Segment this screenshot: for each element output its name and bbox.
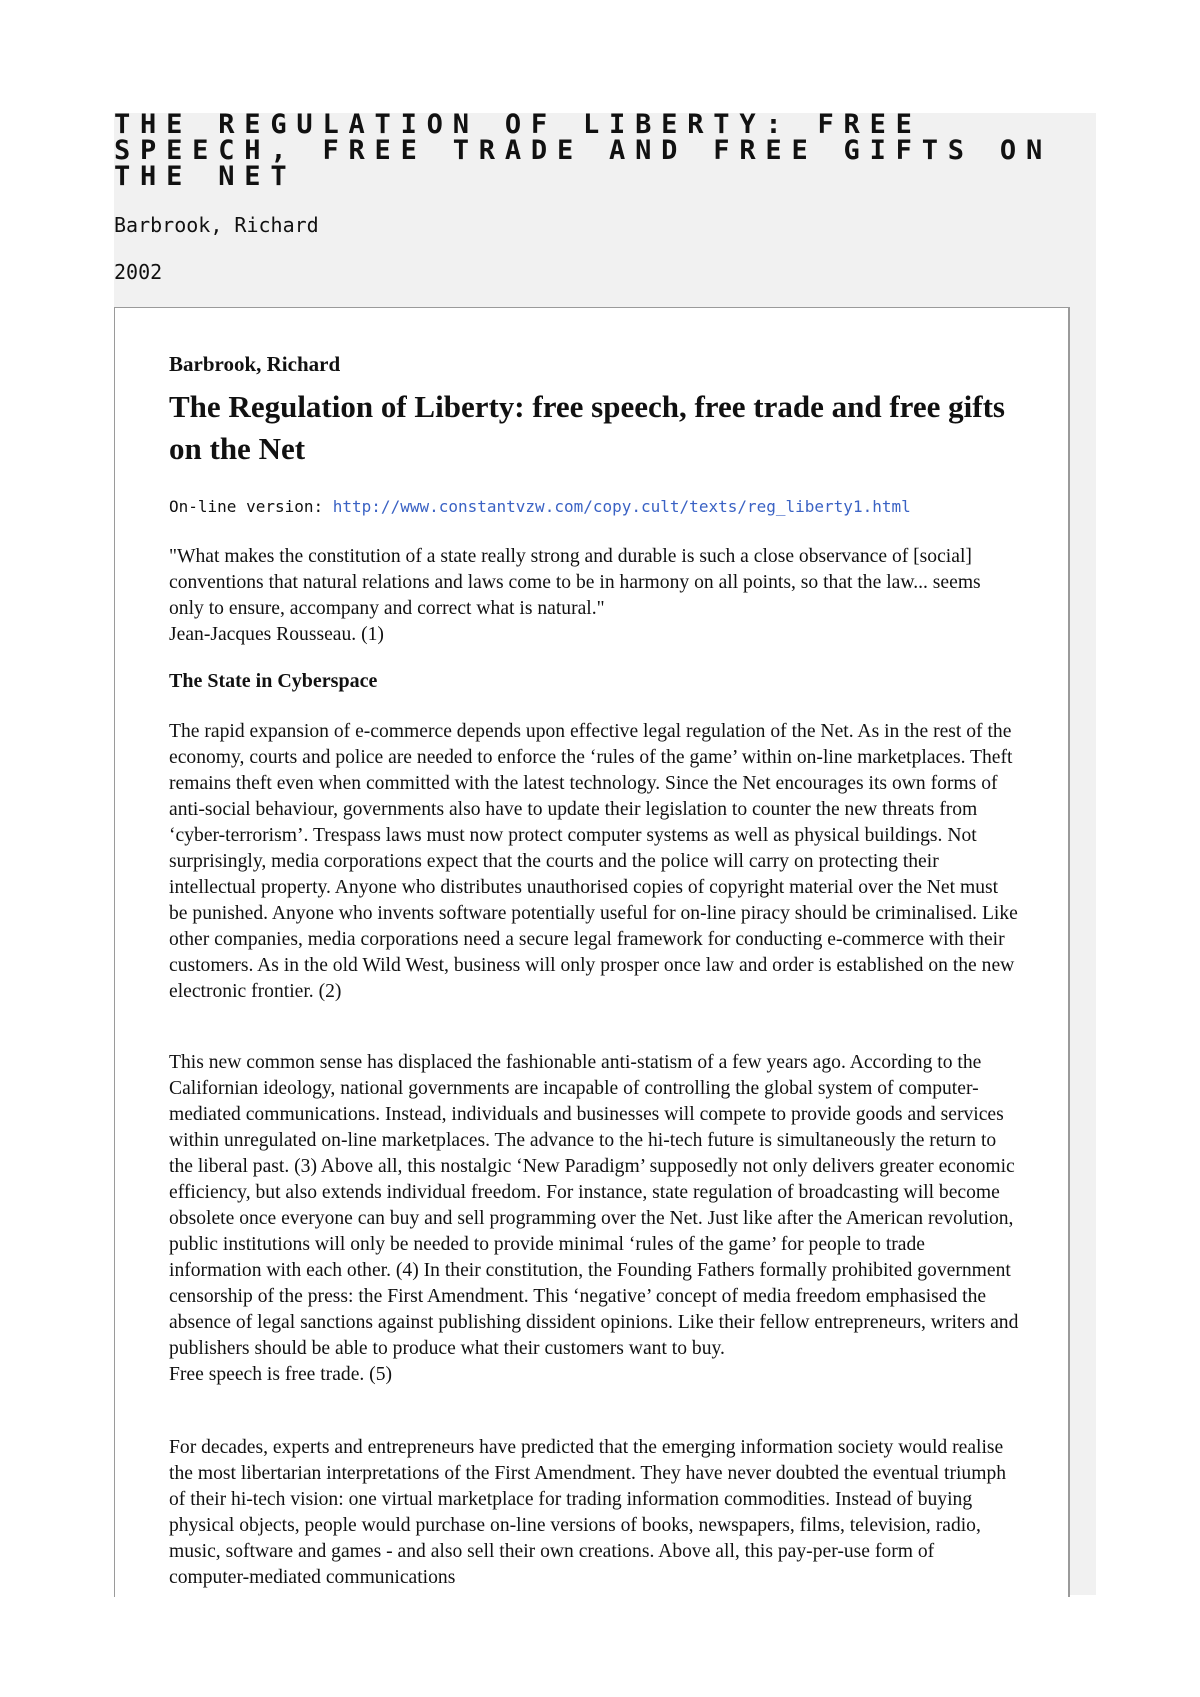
epigraph-text: "What makes the constitution of a state really strong and durable is such a close observance of [social] conventions that natural relations and laws come to be in harmony on all points, so that the law... seems only to ensure, accompany and correct what is natural."	[169, 546, 981, 619]
paragraph-1: The rapid expansion of e-commerce depends upon effective legal regulation of the Net. As in the rest of the economy, courts and police are needed to enforce the ‘rules of the game’ within on-line marketplaces. Theft remains theft even when committed with the latest technology. Since the Net encourages its own forms of anti-social behaviour, governments also have to update their legislation to counter the new threats from ‘cyber-terrorism’. Trespass laws must now protect computer systems as well as physical buildings. Not surprisingly, media corporations expect that the courts and the police will carry on protecting their intellectual property. Anyone who distributes unauthorised copies of copyright material over the Net must be punished. Anyone who invents software potentially useful for on-line piracy should be criminalised. Like other companies, media corporations need a secure legal framework for conducting e-commerce with their customers. As in the old Wild West, business will only prosper once law and order is established on the new electronic frontier. (2)	[169, 721, 1018, 1002]
article-title: The Regulation of Liberty: free speech, free trade and free gifts on the Net	[169, 389, 1005, 466]
article-frame	[114, 307, 1070, 1598]
epigraph-quote	[169, 544, 1019, 648]
epigraph-attribution: Jean-Jacques Rousseau. (1)	[169, 624, 384, 645]
online-version-label: On-line version:	[169, 497, 333, 516]
document-title: THE REGULATION OF LIBERTY: FREE SPEECH, FREE TRADE AND FREE GIFTS ON THE NET	[114, 109, 1052, 192]
article-author: Barbrook, Richard	[169, 352, 341, 376]
document-year: 2002	[114, 260, 163, 284]
paragraph-2-closing: Free speech is free trade. (5)	[169, 1364, 393, 1385]
page-bottom-margin	[0, 1597, 1200, 1697]
online-version-line	[169, 497, 911, 516]
section-heading: The State in Cyberspace	[169, 670, 378, 692]
online-version-link[interactable]: http://www.constantvzw.com/copy.cult/texts/reg_liberty1.html	[332, 497, 911, 516]
document-author: Barbrook, Richard	[114, 213, 319, 237]
paragraph-2	[169, 1050, 1019, 1388]
paragraph-2-text: This new common sense has displaced the fashionable anti-statism of a few years ago. According to the Californian ideology, national governments are incapable of controlling the global system of computer-mediated communications. Instead, individuals and businesses will compete to provide goods and services within unregulated on-line marketplaces. The advance to the hi-tech future is simultaneously the return to the liberal past. (3) Above all, this nostalgic ‘New Paradigm’ supposedly not only delivers greater economic efficiency, but also extends individual freedom. For instance, state regulation of broadcasting will become obsolete once everyone can buy and sell programming over the Net. Just like after the American revolution, public institutions will only be needed to provide minimal ‘rules of the game’ for people to trade information with each other. (4) In their constitution, the Founding Fathers formally prohibited government censorship of the press: the First Amendment. This ‘negative’ concept of media freedom emphasised the absence of legal sanctions against publishing dissident opinions. Like their fellow entrepreneurs, writers and publishers should be able to produce what their customers want to buy.	[169, 1052, 1019, 1359]
paragraph-3: For decades, experts and entrepreneurs have predicted that the emerging information society would realise the most libertarian interpretations of the First Amendment. They have never doubted the eventual triumph of their hi-tech vision: one virtual marketplace for trading information commodities. Instead of buying physical objects, people would purchase on-line versions of books, newspapers, films, television, radio, music, software and games - and also sell their own creations. Above all, this pay-per-use form of computer-mediated communications	[169, 1437, 1007, 1588]
